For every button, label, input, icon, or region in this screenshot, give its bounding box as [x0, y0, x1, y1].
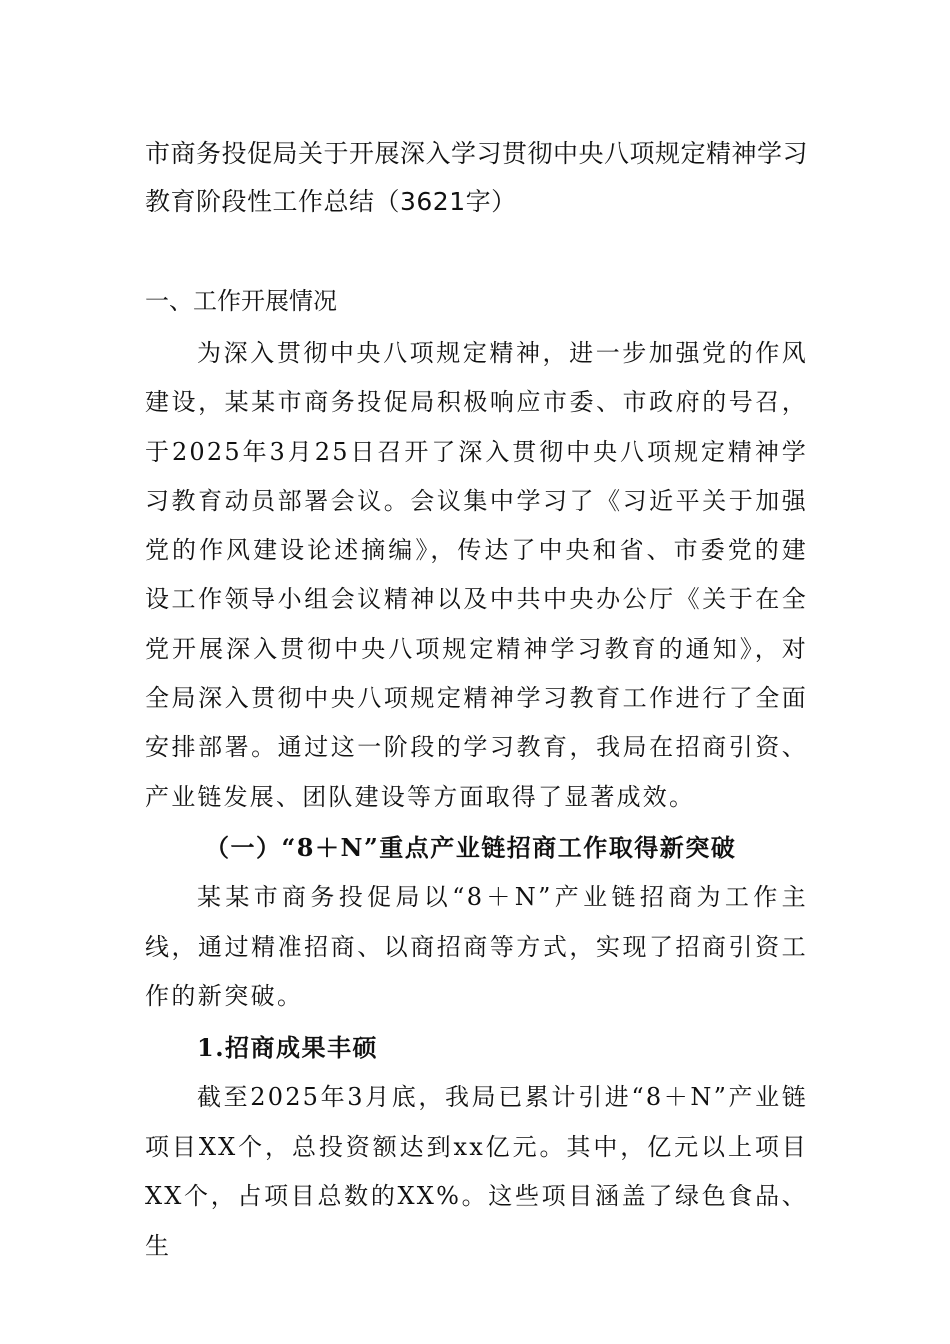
document-title: 市商务投促局关于开展深入学习贯彻中央八项规定精神学习教育阶段性工作总结（3621字）: [145, 139, 809, 216]
section-intro-paragraph: 为深入贯彻中央八项规定精神，进一步加强党的作风建设，某某市商务投促局积极响应市委、市政府的号召，于2025年3月25日召开了深入贯彻中央八项规定精神学习教育动员部署会议。会议集中学习了《习近平关于加强党的作风建设论述摘编》，传达了中央和省、市委党的建设工作领导小组会议精神以及中共中央办公厅《关于在全党开展深入贯彻中央八项规定精神学习教育的通知》，对全局深入贯彻中央八项规定精神学习教育工作进行了全面安排部署。通过这一阶段的学习教育，我局在招商引资、产业链发展、团队建设等方面取得了显著成效。: [145, 339, 808, 811]
subsection-paragraph: 某某市商务投促局以“8＋N”产业链招商为工作主线，通过精准招商、以商招商等方式，实现了招商引资工作的新突破。: [145, 883, 808, 1010]
section-heading-work-status: 一、工作开展情况: [145, 287, 337, 315]
subsection-heading-industry-chain: （一）“8＋N”重点产业链招商工作取得新突破: [205, 833, 737, 862]
item-paragraph: 截至2025年3月底，我局已累计引进“8＋N”产业链项目XX个，总投资额达到xx亿元。其中，亿元以上项目XX个，占项目总数的XX%。这些项目涵盖了绿色食品、生: [145, 1083, 808, 1260]
item-heading-investment-results: 1.招商成果丰硕: [197, 1033, 379, 1062]
